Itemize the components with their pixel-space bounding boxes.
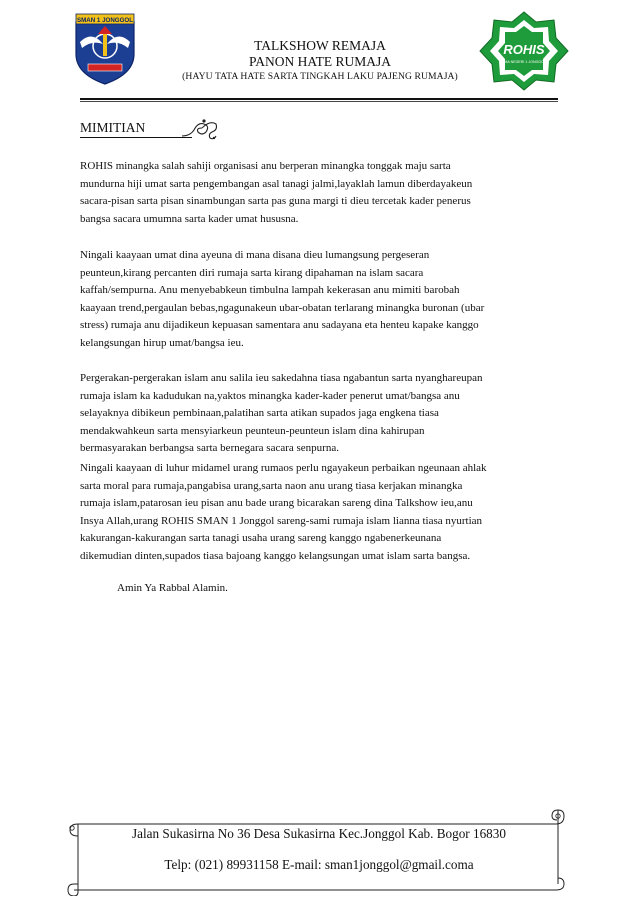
paragraph-4: Ningali kaayaan di luhur midamel urang rumaos perlu ngayakeun perbaikan ngeunaan ahlak sarta moral para rumaja,pangabisa urang,sarta naon anu urang tiasa kerjakan minangka rumaja islam,patarosan ieu pisan anu bade urang bicarakan sareng dina Talkshow ieu,anu Insya Allah,urang ROHIS SMAN 1 Jonggol sareng-sami rumaja islam lianna tiasa nyurtian kakurangan-kakurangan sarta tanagi usaha urang sareng kanggo ngabenerkeunana dikemudian dinten,supados tiasa bajoang kanggo kelangsungan umat islam sarta bangsa. [80, 462, 487, 562]
section-heading: MIMITIAN [80, 120, 146, 135]
heading-underline [80, 137, 192, 138]
paragraph-1: ROHIS minangka salah sahiji organisasi anu berperan minangka tonggak maju sarta mundurna hiji umat sarta pengembangan asal tanagi jalmi,layaklah lamun diberdayakeun sacara-pisan sarta pisan sinambungan sarta pas guna margi ti dieu tercetak kader penerus bangsa sacara umumna sarta kader umat hususna. [80, 160, 473, 225]
footer-contact: Telp: (021) 89931158 E-mail: sman1jonggol@gmail.coma [164, 857, 474, 872]
closing-prayer: Amin Ya Rabbal Alamin. [117, 582, 228, 594]
footer-scroll-frame [60, 806, 574, 896]
flourish-ornament-icon [180, 116, 220, 142]
rohis-logo-subtext: SMA NEGERI 1 JONGGOL [502, 60, 546, 64]
rohis-logo-text: ROHIS [503, 42, 545, 57]
talkshow-subtitle: (HAYU TATA HATE SARTA TINGKAH LAKU PAJENG RUMAJA) [182, 71, 458, 82]
crest-banner-text: SMAN 1 JONGGOL [76, 17, 134, 24]
paragraph-2: Ningali kaayaan umat dina ayeuna di mana disana dieu lumangsung pergeseran peunteun,kirang percanten diri rumaja sarta kirang dipahaman na islam sacara kaffah/sempurna. Anu menyebabkeun timbulna lampah kekerasan anu mimiti barobah kaayaan trend,pergaulan bebas,ngagunakeun ubar-obatan terlarang minangka buronan (ubar stress) rumaja anu dijadikeun kepuasan samentara anu sadayana eta henteu kapake kanggo kelangsungan hirup umat/bangsa ieu. [80, 249, 485, 349]
header-rule [80, 98, 558, 100]
paragraph-3: Pergerakan-pergerakan islam anu salila ieu sakedahna tiasa ngabantun sarta nyanghareupan rumaja islam ka kadudukan na,yaktos minangka kader-kader penerut umat/bangsa anu selayaknya dibikeun pembinaan,palatihan sarta atikan supados jaga engkena tiasa mendakwahkeun sarta mensyiarkeun peunteun-peunteun islam dina kahirupan bermasyarakan berbangsa sarta bernegara sacara senpurna. [80, 372, 483, 454]
talkshow-theme: PANON HATE RUMAJA [248, 54, 392, 69]
footer-address: Jalan Sukasirna No 36 Desa Sukasirna Kec.Jonggol Kab. Bogor 16830 [132, 826, 506, 841]
talkshow-title: TALKSHOW REMAJA [254, 38, 386, 53]
header-rule-thin [80, 101, 558, 102]
